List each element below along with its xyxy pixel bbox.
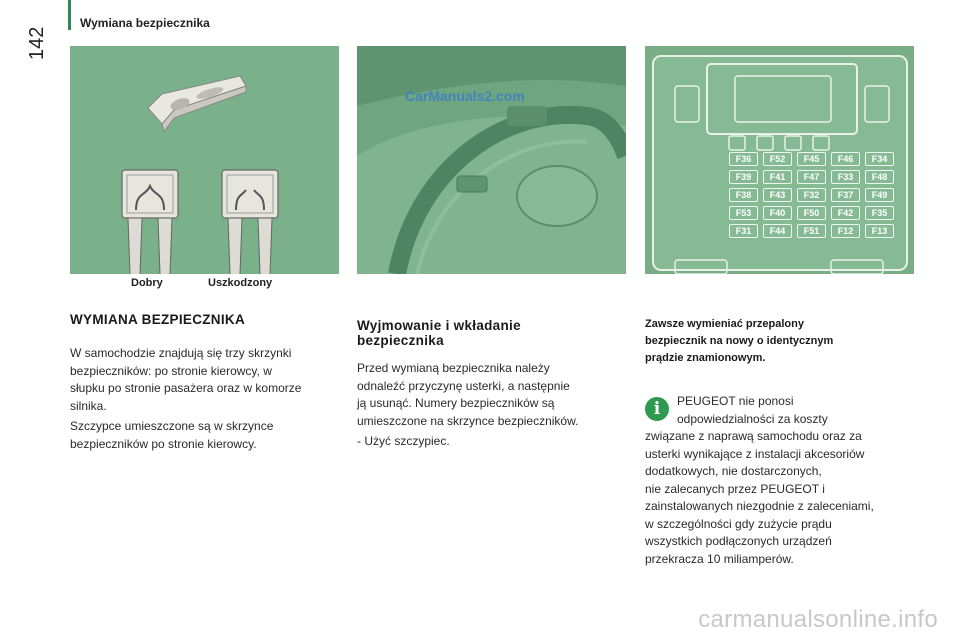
text-line: W samochodzie znajdują się trzy skrzynki <box>70 346 292 360</box>
fuse-label-f35: F35 <box>865 206 894 220</box>
fuse-label-f51: F51 <box>797 224 826 238</box>
fuse-label-f32: F32 <box>797 188 826 202</box>
fuse-label-f46: F46 <box>831 152 860 166</box>
col1-paragraph-2 <box>70 418 340 453</box>
text-line: - Użyć szczypiec. <box>357 434 450 448</box>
text-line: Szczypce umieszczone są w skrzynce <box>70 419 274 433</box>
col2-paragraph-1 <box>357 360 627 430</box>
text-line: w szczególności gdy zużycie prądu <box>645 516 832 531</box>
text-line: słupku po stronie pasażera oraz w komorze <box>70 381 302 395</box>
fuse-label-f37: F37 <box>831 188 860 202</box>
watermark-carmanuals2: CarManuals2.com <box>405 88 525 104</box>
info-icon: i <box>645 397 669 421</box>
col1-paragraph-1 <box>70 345 340 415</box>
fuse-label-f47: F47 <box>797 170 826 184</box>
footer-watermark: carmanualsonline.info <box>698 606 938 633</box>
fuse-label-f49: F49 <box>865 188 894 202</box>
text-line: prądzie znamionowym. <box>645 352 766 364</box>
text-line: umieszczone na skrzynce bezpieczników. <box>357 413 579 428</box>
figure-fuse-puller <box>70 46 339 274</box>
caption-good-fuse: Dobry <box>131 277 163 289</box>
title-line: Wyjmowanie i wkładanie <box>357 318 521 333</box>
fuse-label-f12: F12 <box>831 224 860 238</box>
fuse-label-f36: F36 <box>729 152 758 166</box>
dashboard-illustration <box>357 46 626 274</box>
fuse-label-f43: F43 <box>763 188 792 202</box>
info-text-indented <box>677 393 917 428</box>
fuse-label-f39: F39 <box>729 170 758 184</box>
text-line: odnaleźć przyczynę usterki, a następnie <box>357 378 570 393</box>
info-text-body <box>645 428 920 568</box>
text-line: ją usunąć. Numery bezpieczników są <box>357 396 555 410</box>
section-title-fuse-replacement: WYMIANA BEZPIECZNIKA <box>70 312 245 327</box>
text-line: bezpieczników: po stronie kierowcy, w <box>70 363 272 378</box>
fuse-label-f48: F48 <box>865 170 894 184</box>
fuse-label-f38: F38 <box>729 188 758 202</box>
text-line: przekracza 10 miliamperów. <box>645 551 794 566</box>
header-accent-bar <box>68 0 71 30</box>
figure-dashboard-location <box>357 46 626 274</box>
fuse-label-f40: F40 <box>763 206 792 220</box>
section-title-remove-insert <box>357 318 521 348</box>
text-line: usterki wynikające z instalacji akcesoriów <box>645 446 865 461</box>
fuse-label-f33: F33 <box>831 170 860 184</box>
fuse-label-f31: F31 <box>729 224 758 238</box>
fuse-label-f53: F53 <box>729 206 758 220</box>
text-line: związane z naprawą samochodu oraz za <box>645 429 862 443</box>
text-line: nie zalecanych przez PEUGEOT i <box>645 481 825 496</box>
fuse-label-f44: F44 <box>763 224 792 238</box>
figure-fuse-box-map <box>645 46 914 274</box>
text-line: Przed wymianą bezpiecznika należy <box>357 361 550 375</box>
fuse-label-f45: F45 <box>797 152 826 166</box>
fuse-label-f42: F42 <box>831 206 860 220</box>
fuse-label-f50: F50 <box>797 206 826 220</box>
fuse-label-f41: F41 <box>763 170 792 184</box>
fuse-label-f34: F34 <box>865 152 894 166</box>
text-line: silnika. <box>70 398 107 413</box>
text-line: bezpiecznik na nowy o identycznym <box>645 335 834 347</box>
fuse-label-f52: F52 <box>763 152 792 166</box>
text-line: bezpieczników po stronie kierowcy. <box>70 436 257 451</box>
page-number: 142 <box>26 26 48 60</box>
text-line: zainstalowanych niezgodnie z zaleceniami, <box>645 499 874 513</box>
caption-blown-fuse: Uszkodzony <box>208 277 273 289</box>
fuse-puller-illustration <box>70 46 339 274</box>
replacement-warning-note <box>645 316 915 367</box>
text-line: Zawsze wymieniać przepalony <box>645 318 804 330</box>
col2-paragraph-2 <box>357 433 627 451</box>
fuse-label-f13: F13 <box>865 224 894 238</box>
text-line: dodatkowych, nie dostarczonych, <box>645 464 822 478</box>
text-line: wszystkich podłączonych urządzeń <box>645 534 832 548</box>
title-line: bezpiecznika <box>357 333 444 348</box>
text-line: PEUGEOT nie ponosi <box>677 394 794 408</box>
text-line: odpowiedzialności za koszty <box>677 411 828 426</box>
page-header-title: Wymiana bezpiecznika <box>80 16 210 30</box>
